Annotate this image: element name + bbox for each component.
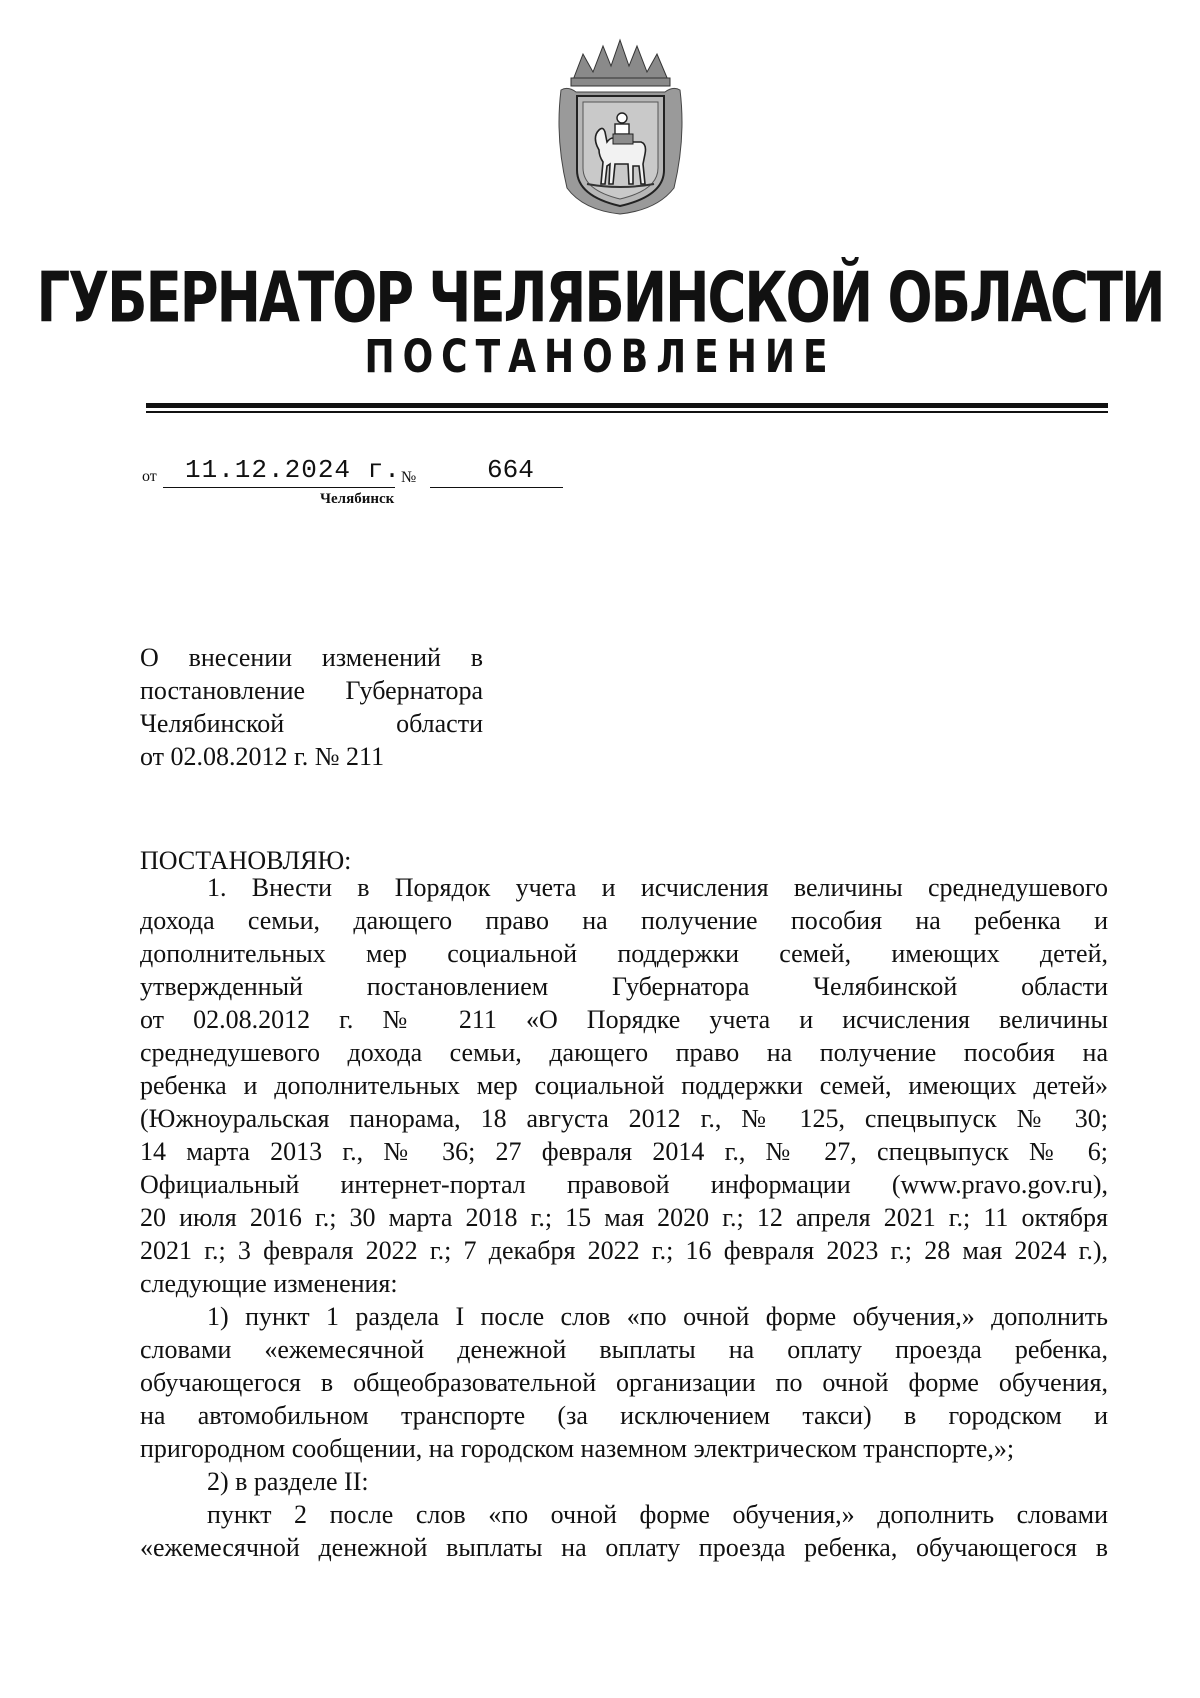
body-line: обучающегося в общеобразовательной организации по очной форме обучения, [140,1368,1108,1397]
header-rule-thick [146,403,1108,408]
body-line: Официальный интернет-портал правовой информации (www.pravo.gov.ru), [140,1170,1108,1199]
body-line: от 02.08.2012 г. № 211 «О Порядке учета и исчисления величины [140,1005,1108,1034]
subject-line: О внесении изменений в [140,643,483,672]
document-body [140,871,1108,1564]
date-underline [163,487,395,488]
body-line: 20 июля 2016 г.; 30 марта 2018 г.; 15 мая 2020 г.; 12 апреля 2021 г.; 11 октября [140,1203,1108,1232]
body-line: пригородном сообщении, на городском наземном электрическом транспорте,»; [140,1434,1015,1463]
body-line: среднедушевого дохода семьи, дающего право на получение пособия на [140,1038,1108,1067]
body-line: 14 марта 2013 г., № 36; 27 февраля 2014 г., № 27, спецвыпуск № 6; [140,1137,1108,1166]
body-line: дополнительных мер социальной поддержки семей, имеющих детей, [140,939,1108,968]
body-line: дохода семьи, дающего право на получение пособия на ребенка и [140,906,1108,935]
body-line: 2) в разделе II: [207,1467,369,1496]
document-date: 11.12.2024 г. [185,455,401,485]
body-line: следующие изменения: [140,1269,398,1298]
header-rule-thin [146,411,1108,413]
body-line: «ежемесячной денежной выплаты на оплату проезда ребенка, обучающегося в [140,1533,1108,1562]
body-line: на автомобильном транспорте (за исключением такси) в городском и [140,1401,1108,1430]
subject-line: Челябинской области [140,709,483,738]
body-line: 1) пункт 1 раздела I после слов «по очной форме обучения,» дополнить [207,1302,1108,1331]
document-number: 664 [487,455,534,485]
body-line: утвержденный постановлением Губернатора Челябинской области [140,972,1108,1001]
document-type: ПОСТАНОВЛЕНИЕ [364,332,836,384]
city-name: Челябинск [320,491,395,507]
body-line: ребенка и дополнительных мер социальной поддержки семей, имеющих детей» [140,1071,1108,1100]
number-underline [430,487,563,488]
coat-of-arms-emblem [553,38,688,216]
body-line: (Южноуральская панорама, 18 августа 2012 г., № 125, спецвыпуск № 30; [140,1104,1108,1133]
decree-word: ПОСТАНОВЛЯЮ: [140,846,352,875]
org-title: ГУБЕРНАТОР ЧЕЛЯБИНСКОЙ ОБЛАСТИ [36,258,1164,339]
subject-line: постановление Губернатора [140,676,483,705]
body-line: пункт 2 после слов «по очной форме обучения,» дополнить словами [207,1500,1108,1529]
document-subject [140,641,483,773]
date-prefix: от [142,468,157,485]
body-line: 2021 г.; 3 февраля 2022 г.; 7 декабря 2022 г.; 16 февраля 2023 г.; 28 мая 2024 г.), [140,1236,1108,1265]
body-line: словами «ежемесячной денежной выплаты на оплату проезда ребенка, [140,1335,1108,1364]
body-line: 1. Внести в Порядок учета и исчисления величины среднедушевого [207,873,1108,902]
subject-line: от 02.08.2012 г. № 211 [140,742,385,771]
number-sign: № [401,469,417,486]
